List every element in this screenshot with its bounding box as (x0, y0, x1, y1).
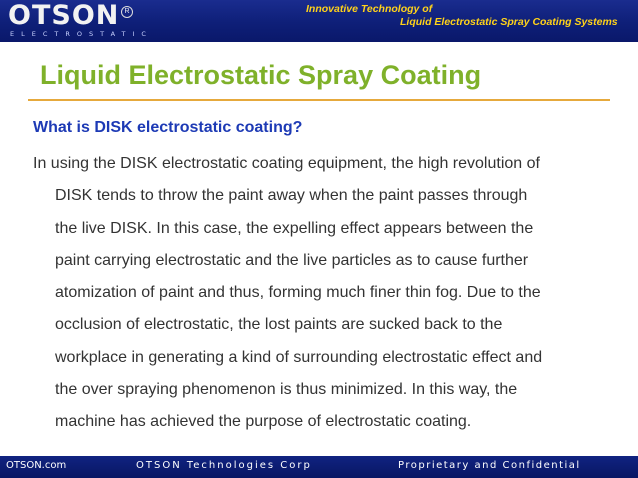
paragraph-line: DISK tends to throw the paint away when the paint passes through (55, 187, 528, 205)
paragraph-line: machine has achieved the purpose of electrostatic coating. (55, 413, 472, 431)
footer-bar (0, 456, 638, 478)
footer-site: OTSON.com (6, 460, 67, 471)
paragraph-line: occlusion of electrostatic, the lost paints are sucked back to the (55, 316, 503, 334)
title-divider (28, 99, 610, 101)
footer-company: OTSON Technologies Corp (136, 460, 312, 471)
paragraph-line: In using the DISK electrostatic coating equipment, the high revolution of (33, 155, 540, 172)
slide-subheading: What is DISK electrostatic coating? (33, 119, 303, 136)
paragraph-line: atomization of paint and thus, forming much finer thin fog. Due to the (55, 284, 541, 302)
registered-mark-icon: R (121, 6, 133, 18)
paragraph-line: workplace in generating a kind of surrounding electrostatic effect and (55, 348, 543, 366)
slide-title: Liquid Electrostatic Spray Coating (40, 60, 482, 90)
tagline-line1: Innovative Technology of (306, 3, 433, 15)
paragraph-line: the over spraying phenomenon is thus minimized. In this way, the (55, 381, 518, 399)
paragraph-line: paint carrying electrostatic and the live particles as to cause further (55, 251, 529, 269)
footer-notice: Proprietary and Confidential (398, 460, 581, 471)
header-bar (0, 0, 638, 42)
logo-subtitle: ELECTROSTATIC (10, 30, 153, 38)
logo-text: OTSON (8, 0, 120, 31)
company-logo (0, 0, 153, 42)
tagline-line2: Liquid Electrostatic Spray Coating Systems (400, 16, 618, 28)
body-paragraph (33, 148, 601, 439)
paragraph-line: the live DISK. In this case, the expelling effect appears between the (55, 219, 534, 237)
